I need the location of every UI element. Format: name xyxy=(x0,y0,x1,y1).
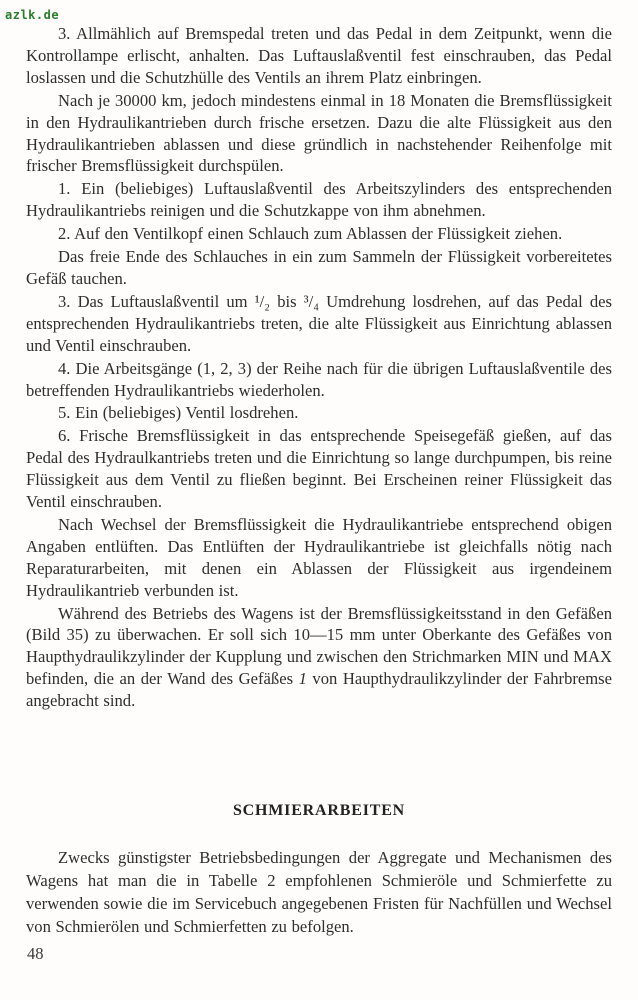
fluid-level-text-after: von Haupthydraulikzylinder der Fahrbremse angebracht sind. xyxy=(26,669,612,711)
paragraph-step6-fresh-fluid: 6. Frische Bremsflüssigkeit in das entsprechende Speisegefäß gießen, auf das Pedal des Hydraulkantriebs treten und die Einrichtung so lange durchpumpen, bis reine Flüssigkeit aus dem Ventil zu fließen beginnt. Bei Erscheinen reiner Flüssigkeit das Ventil einschrauben. xyxy=(26,426,612,512)
paragraph-fluid-change-interval: Nach je 30000 km, jedoch mindestens einmal in 18 Monaten die Bremsflüssigkeit in den Hydraulikantrieben durch frische ersetzen. Dazu die alte Flüssigkeit aus den Hydraulikantrieben ablassen und diese gründlich in nachstehender Reihenfolge mit frischer Bremsflüssigkeit durchspülen. xyxy=(26,90,612,176)
paragraph-step2-attach-hose: 2. Auf den Ventilkopf einen Schlauch zum Ablassen der Flüssigkeit ziehen. xyxy=(58,224,563,244)
lubrication-text-column xyxy=(26,846,612,939)
paragraph-bleed-after-change: Nach Wechsel der Bremsflüssigkeit die Hydraulikantriebe entsprechend obigen Angaben entlüften. Das Entlüften der Hydraulikantriebe ist gleichfalls nötig nach Reparaturarbeiten, mit denen ein Ablassen der Flüssigkeit aus irgendeinem Hydraulikantrieb verbunden ist. xyxy=(26,514,612,600)
page-number: 48 xyxy=(27,944,44,963)
paragraph-step3-brake-pedal: 3. Allmählich auf Bremspedal treten und das Pedal in dem Zeitpunkt, wenn die Kontrollampe erlischt, anhalten. Das Luftauslaßventil fest einschrauben, das Pedal loslassen und die Schutzhülle des Ventils an ihrem Platz einbringen. xyxy=(26,24,612,87)
main-text-column xyxy=(26,23,612,713)
section-heading-schmierarbeiten: SCHMIERARBEITEN xyxy=(232,802,406,819)
paragraph-step4-repeat-steps: 4. Die Arbeitsgänge (1, 2, 3) der Reihe nach für die übrigen Luftauslaßventile des betreffenden Hydraulikantriebs wiederholen. xyxy=(26,358,612,400)
paragraph-lubrication-intro: Zwecks günstigster Betriebsbedingungen der Aggregate und Mechanismen des Wagens hat man die in Tabelle 2 empfohlenen Schmieröle und Schmierfette zu verwenden sowie die im Servicebuch angegebenen Fristen für Nachfüllen und Wechsel von Schmierölen und Schmierfetten zu befolgen. xyxy=(26,848,612,936)
vessel-number-italic: 1 xyxy=(298,669,307,689)
watermark-azlk-de: azlk.de xyxy=(5,8,60,22)
paragraph-hose-into-vessel: Das freie Ende des Schlauches in ein zum Sammeln der Flüssigkeit vorbereitetes Gefäß tauchen. xyxy=(26,247,612,288)
fluid-level-text-before: Während des Betriebs des Wagens ist der Bremsflüssigkeitsstand in den Gefäßen (Bild 35) zu überwachen. Er soll sich 10—15 mm unter Oberkante des Gefäßes von Haupthydraulikzylinder der Kupplung und zwischen den Strichmarken MIN und MAX befinden, die an der Wand des Gefäßes xyxy=(26,603,612,689)
paragraph-fluid-level-monitoring xyxy=(26,603,612,713)
paragraph-step1-clean-valve: 1. Ein (beliebiges) Luftauslaßventil des Arbeitszylinders des entsprechenden Hydraulikantriebs reinigen und die Schutzkappe von ihm abnehmen. xyxy=(26,179,612,221)
paragraph-step3-loosen-valve: 3. Das Luftauslaßventil um ¹/₂ bis ³/₄ Umdrehung losdrehen, auf das Pedal des entsprechenden Hydraulikantriebs treten, die alte Flüssigkeit aus Einrichtung ablassen und Ventil einschrauben. xyxy=(26,291,612,355)
paragraph-step5-loosen-any-valve: 5. Ein (beliebiges) Ventil losdrehen. xyxy=(58,403,299,423)
